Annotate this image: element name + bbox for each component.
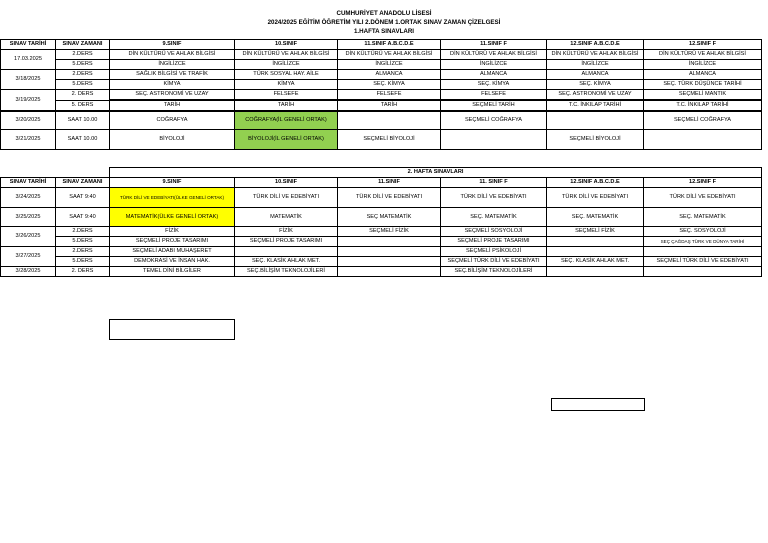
exam-cell: TÜRK DİLİ VE EDEBİYATI <box>338 188 441 208</box>
exam-cell: SEÇ. MATEMATİK <box>547 208 644 227</box>
exam-cell: SEÇMELİ MANTIK <box>644 90 762 101</box>
col-header: SINAV ZAMANI <box>56 40 110 50</box>
exam-time: SAAT 10.00 <box>56 111 110 129</box>
exam-cell-highlight: COĞRAFYA(İL GENELİ ORTAK) <box>235 111 338 129</box>
exam-cell: T.C. İNKILAP TARİHİ <box>644 100 762 111</box>
exam-cell: SEÇ. KLASİK AHLAK MET. <box>547 257 644 267</box>
exam-cell: SEÇ. MATEMATİK <box>441 208 547 227</box>
exam-time: 5.DERS <box>56 237 110 247</box>
exam-cell: SEÇ. KİMYA <box>338 80 441 90</box>
exam-cell: FELSEFE <box>235 90 338 101</box>
exam-cell: SEÇ. MATEMATİK <box>644 208 762 227</box>
exam-cell: TÜRK DİLİ VE EDEBİYATI <box>644 188 762 208</box>
exam-cell: TARİH <box>110 100 235 111</box>
exam-cell: SEÇ ÇAĞDAŞ TÜRK VE DÜNYA TARİHİ <box>644 237 762 247</box>
exam-cell: SEÇMELİ FİZİK <box>338 227 441 237</box>
school-title: CUMHURİYET ANADOLU LİSESİ <box>336 10 432 17</box>
exam-time: 2.DERS <box>56 70 110 80</box>
empty-box-left <box>109 319 235 340</box>
exam-cell: SEÇ. KİMYA <box>547 80 644 90</box>
exam-cell: SEÇMELİ COĞRAFYA <box>441 111 547 129</box>
exam-cell: ALMANCA <box>547 70 644 80</box>
col-header: 11.SINIF A.B.C.D.E <box>338 40 441 50</box>
empty-box-right <box>551 398 645 411</box>
exam-cell: SEÇMELİ SOSYOLOJİ <box>441 227 547 237</box>
exam-cell: SEÇMELİ PROJE TASARIMI <box>441 237 547 247</box>
week1-table <box>0 39 762 150</box>
exam-cell: FELSEFE <box>338 90 441 101</box>
exam-cell: SEÇMELİ FİZİK <box>547 227 644 237</box>
exam-cell: T.C. İNKILAP TARİHİ <box>547 100 644 111</box>
exam-cell <box>644 129 762 149</box>
exam-cell: SEÇMELİ BİYOLOJİ <box>547 129 644 149</box>
exam-cell: BİYOLOJİ <box>110 129 235 149</box>
col-header: 11.SINIF F <box>441 40 547 50</box>
exam-cell: SEÇMELİ ADABI MUHAŞERET <box>110 247 235 257</box>
exam-cell: SEÇ. ASTRONOMİ VE UZAY <box>547 90 644 101</box>
exam-cell: DİN KÜLTÜRÜ VE AHLAK BİLGİSİ <box>644 50 762 60</box>
exam-cell: FİZİK <box>110 227 235 237</box>
exam-cell-highlight: MATEMATİK(ÜLKE GENELİ ORTAK) <box>110 208 235 227</box>
week1-header-row <box>1 40 762 50</box>
col-header: 9.SINIF <box>110 178 235 188</box>
exam-cell: SEÇ. ASTRONOMİ VE UZAY <box>110 90 235 101</box>
exam-cell: FELSEFE <box>441 90 547 101</box>
exam-cell: FİZİK <box>235 227 338 237</box>
table-row <box>1 80 762 90</box>
exam-cell: DİN KÜLTÜRÜ VE AHLAK BİLGİSİ <box>547 50 644 60</box>
table-row <box>1 257 762 267</box>
exam-time: SAAT 9:40 <box>56 208 110 227</box>
exam-cell: SEÇMELİ PROJE TASARIMI <box>110 237 235 247</box>
exam-cell: İNGİLİZCE <box>441 60 547 70</box>
exam-cell: TARİH <box>338 100 441 111</box>
table-row <box>1 208 762 227</box>
exam-time: SAAT 10.00 <box>56 129 110 149</box>
exam-cell: SEÇ. TÜRK DÜŞÜNCE TARİHİ <box>644 80 762 90</box>
col-header: SINAV ZAMANI <box>56 178 110 188</box>
exam-date: 3/27/2025 <box>1 247 56 267</box>
exam-cell: DİN KÜLTÜRÜ VE AHLAK BİLGİSİ <box>110 50 235 60</box>
exam-cell: TÜRK DİLİ VE EDEBİYATI <box>441 188 547 208</box>
table-row <box>1 267 762 277</box>
week2-title: 2. HAFTA SINAVLARI <box>110 168 762 178</box>
exam-time: 5.DERS <box>56 80 110 90</box>
exam-cell: DİN KÜLTÜRÜ VE AHLAK BİLGİSİ <box>441 50 547 60</box>
exam-cell <box>441 129 547 149</box>
exam-cell: SEÇMELİ BİYOLOJİ <box>338 129 441 149</box>
col-header: 12.SINIF F <box>644 178 762 188</box>
exam-time: 2. DERS <box>56 90 110 101</box>
exam-cell: SEÇ.BİLİŞİM TEKNOLOJİLERİ <box>235 267 338 277</box>
table-row <box>1 100 762 111</box>
table-row <box>1 70 762 80</box>
exam-cell-highlight: TÜRK DİLİ VE EDEBİYATI(ÜLKE GENELİ ORTAK) <box>110 188 235 208</box>
exam-cell <box>644 267 762 277</box>
exam-cell <box>338 267 441 277</box>
exam-cell <box>547 111 644 129</box>
exam-date: 3/21/2025 <box>1 129 56 149</box>
exam-cell: İNGİLİZCE <box>547 60 644 70</box>
exam-cell: TEMEL DİNİ BİLGİLER <box>110 267 235 277</box>
col-header: 12.SINIF A.B.C.D.E <box>547 178 644 188</box>
exam-cell: KİMYA <box>110 80 235 90</box>
exam-cell: MATEMATİK <box>235 208 338 227</box>
exam-time: SAAT 9:40 <box>56 188 110 208</box>
exam-cell <box>338 237 441 247</box>
exam-cell: SEÇ. KİMYA <box>441 80 547 90</box>
exam-cell: DİN KÜLTÜRÜ VE AHLAK BİLGİSİ <box>235 50 338 60</box>
exam-cell <box>644 247 762 257</box>
exam-cell: SEÇMELİ COĞRAFYA <box>644 111 762 129</box>
exam-cell <box>338 257 441 267</box>
exam-cell: İNGİLİZCE <box>110 60 235 70</box>
exam-cell: SAĞLIK BİLGİSİ VE TRAFİK <box>110 70 235 80</box>
exam-time: 2.DERS <box>56 50 110 60</box>
exam-cell: TÜRK SOSYAL HAY. AİLE <box>235 70 338 80</box>
exam-cell: SEÇMELİ TÜRK DİLİ VE EDEBİYATI <box>644 257 762 267</box>
col-header: 10.SINIF <box>235 178 338 188</box>
exam-cell: SEÇ. KLASİK AHLAK MET. <box>235 257 338 267</box>
exam-cell: DEMOKRASİ VE İNSAN HAK. <box>110 257 235 267</box>
table-row <box>1 60 762 70</box>
exam-date: 3/26/2025 <box>1 227 56 247</box>
exam-cell <box>235 247 338 257</box>
table-row <box>1 237 762 247</box>
exam-date: 3/19/2025 <box>1 90 56 112</box>
week2-table <box>0 167 762 277</box>
exam-cell: COĞRAFYA <box>110 111 235 129</box>
exam-cell: KİMYA <box>235 80 338 90</box>
exam-date: 3/18/2025 <box>1 70 56 90</box>
week1-title: 1.HAFTA SINAVLARI <box>353 28 415 35</box>
exam-cell: SEÇMELİ TARİH <box>441 100 547 111</box>
schedule-subtitle: 2024/2025 EĞİTİM ÖĞRETİM YILI 2.DÖNEM 1.ORTAK SINAV ZAMAN ÇİZELGESİ <box>267 19 501 26</box>
exam-cell: ALMANCA <box>441 70 547 80</box>
exam-cell <box>547 247 644 257</box>
exam-date: 17.03.2025 <box>1 50 56 70</box>
table-row <box>1 90 762 101</box>
exam-cell <box>338 247 441 257</box>
exam-cell: SEÇ.BİLİŞİM TEKNOLOJİLERİ <box>441 267 547 277</box>
exam-cell: İNGİLİZCE <box>338 60 441 70</box>
table-row <box>1 50 762 60</box>
exam-cell: DİN KÜLTÜRÜ VE AHLAK BİLGİSİ <box>338 50 441 60</box>
table-row <box>1 188 762 208</box>
exam-cell-highlight: BİYOLOJİ(İL GENELİ ORTAK) <box>235 129 338 149</box>
col-header: 10.SINIF <box>235 40 338 50</box>
exam-date: 3/20/2025 <box>1 111 56 129</box>
exam-cell: ALMANCA <box>644 70 762 80</box>
col-header: SINAV TARİHİ <box>1 178 56 188</box>
exam-cell <box>547 267 644 277</box>
exam-cell: SEÇMELİ TÜRK DİLİ VE EDEBİYATI <box>441 257 547 267</box>
col-header: 9.SINIF <box>110 40 235 50</box>
exam-cell: TARİH <box>235 100 338 111</box>
exam-time: 5.DERS <box>56 257 110 267</box>
exam-cell: SEÇMELİ PSİKOLOJİ <box>441 247 547 257</box>
exam-cell <box>547 237 644 247</box>
exam-cell: ALMANCA <box>338 70 441 80</box>
week2-header-row <box>1 178 762 188</box>
exam-cell: TÜRK DİLİ VE EDEBİYATI <box>235 188 338 208</box>
exam-cell: SEÇ MATEMATİK <box>338 208 441 227</box>
exam-date: 3/24/2025 <box>1 188 56 208</box>
exam-cell: İNGİLİZCE <box>644 60 762 70</box>
col-header: 11. SINIF F <box>441 178 547 188</box>
table-row <box>1 247 762 257</box>
table-row <box>1 227 762 237</box>
exam-cell: İNGİLİZCE <box>235 60 338 70</box>
exam-time: 2. DERS <box>56 267 110 277</box>
table-row <box>1 111 762 129</box>
exam-time: 5.DERS <box>56 60 110 70</box>
exam-cell: SEÇMELİ PROJE TASARIMI <box>235 237 338 247</box>
exam-cell: SEÇ. SOSYOLOJİ <box>644 227 762 237</box>
exam-time: 5. DERS <box>56 100 110 111</box>
week2-title-row <box>1 168 762 178</box>
exam-cell: TÜRK DİLİ VE EDEBİYATI <box>547 188 644 208</box>
col-header: SINAV TARİHİ <box>1 40 56 50</box>
exam-time: 2.DERS <box>56 227 110 237</box>
col-header: 12.SINIF A.B.C.D.E <box>547 40 644 50</box>
exam-date: 3/28/2025 <box>1 267 56 277</box>
col-header: 12.SINIF F <box>644 40 762 50</box>
exam-cell <box>338 111 441 129</box>
table-row <box>1 129 762 149</box>
exam-time: 2.DERS <box>56 247 110 257</box>
exam-date: 3/25/2025 <box>1 208 56 227</box>
col-header: 11.SINIF <box>338 178 441 188</box>
